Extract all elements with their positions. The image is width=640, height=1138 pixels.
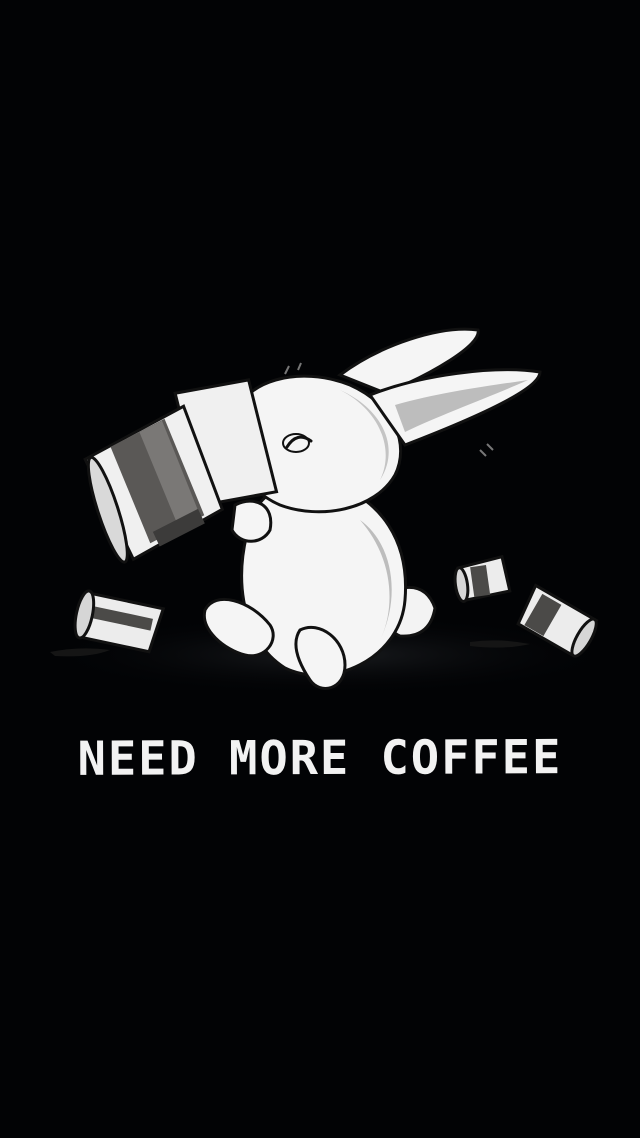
wallpaper-caption: NEED MORE COFFEE	[77, 730, 563, 787]
motion-lines	[285, 363, 301, 374]
fallen-cup-right-icon	[452, 556, 510, 602]
bunny-drinking-coffee-icon	[0, 300, 640, 720]
